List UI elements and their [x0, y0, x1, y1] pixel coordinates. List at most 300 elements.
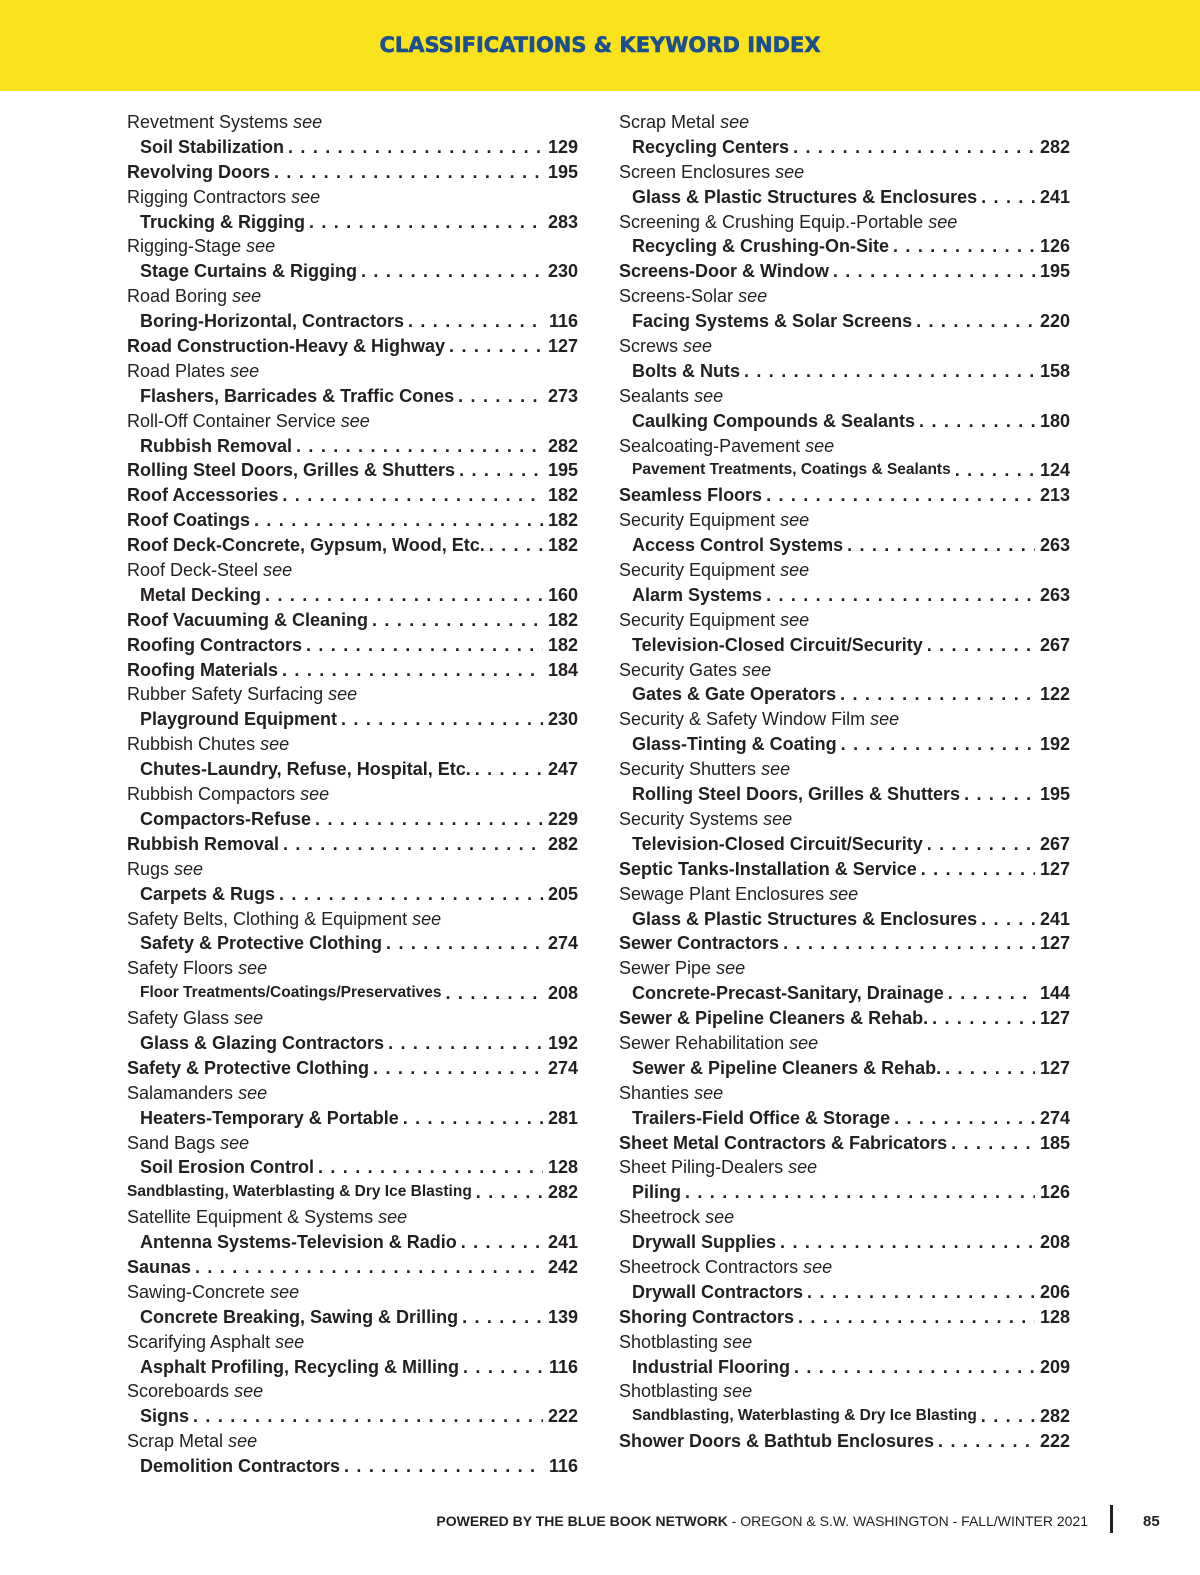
index-cross-reference [619, 757, 1070, 782]
dot-leader [894, 1106, 1035, 1131]
index-entry [127, 633, 578, 658]
see-label: see [300, 784, 330, 805]
index-term: Sawing-Concrete [127, 1281, 266, 1302]
index-heading: Seamless Floors [619, 485, 763, 506]
page-reference: 263 [1039, 584, 1070, 605]
index-entry [127, 1454, 578, 1479]
see-label: see [761, 759, 791, 780]
index-entry [127, 309, 578, 334]
index-heading: Septic Tanks-Installation & Service [619, 858, 917, 879]
index-term: Sand Bags [127, 1132, 216, 1153]
dot-leader [449, 334, 543, 359]
index-entry [127, 458, 578, 483]
page-reference: 185 [1039, 1132, 1070, 1153]
page-reference: 282 [1039, 1406, 1070, 1427]
index-heading: Drywall Supplies [632, 1232, 777, 1253]
page-reference: 182 [547, 510, 578, 531]
index-cross-reference [127, 284, 578, 309]
page-reference: 128 [547, 1157, 578, 1178]
dot-leader [916, 309, 1035, 334]
index-heading: Heaters-Temporary & Portable [140, 1107, 399, 1128]
see-label: see [234, 1381, 264, 1402]
dot-leader [840, 682, 1035, 707]
index-entry [127, 434, 578, 459]
index-heading: Soil Erosion Control [140, 1157, 314, 1178]
page-reference: 273 [547, 385, 578, 406]
see-label: see [928, 211, 958, 232]
page-reference: 195 [1039, 784, 1070, 805]
page-reference: 230 [547, 709, 578, 730]
dot-leader [388, 1031, 543, 1056]
index-entry [127, 583, 578, 608]
index-entry [127, 832, 578, 857]
index-heading: Safety & Protective Clothing [127, 1057, 370, 1078]
index-heading: Antenna Systems-Television & Radio [140, 1232, 457, 1253]
index-heading: Boring-Horizontal, Contractors [140, 311, 404, 332]
footer-edition: - OREGON & S.W. WASHINGTON - FALL/WINTER 2021 [727, 1513, 1088, 1529]
page-reference: 206 [1039, 1281, 1070, 1302]
index-entry [619, 1131, 1070, 1156]
index-heading: Sewer & Pipeline Cleaners & Rehab. [632, 1057, 942, 1078]
index-cross-reference [619, 1155, 1070, 1180]
index-cross-reference [619, 882, 1070, 907]
dot-leader [927, 633, 1035, 658]
page-reference: 274 [1039, 1107, 1070, 1128]
see-label: see [723, 1381, 753, 1402]
dot-leader [461, 1230, 543, 1255]
index-entry [127, 1404, 578, 1429]
index-heading: Pavement Treatments, Coatings & Sealants [632, 461, 951, 479]
dot-leader [981, 907, 1035, 932]
dot-leader [282, 658, 543, 683]
index-term: Rigging Contractors [127, 186, 287, 207]
index-entry [127, 658, 578, 683]
footer-publisher: POWERED BY THE BLUE BOOK NETWORK [436, 1513, 728, 1529]
index-cross-reference [619, 658, 1070, 683]
see-label: see [780, 510, 810, 531]
page-reference: 247 [547, 759, 578, 780]
see-label: see [293, 112, 323, 132]
index-entry [127, 882, 578, 907]
index-heading: Chutes-Laundry, Refuse, Hospital, Etc. [140, 759, 471, 780]
see-label: see [694, 1082, 724, 1103]
see-label: see [705, 1207, 735, 1228]
index-term: Safety Glass [127, 1008, 230, 1029]
page-reference: 229 [547, 808, 578, 829]
index-heading: Saunas [127, 1256, 192, 1277]
index-cross-reference [127, 782, 578, 807]
index-heading: Sheet Metal Contractors & Fabricators [619, 1132, 948, 1153]
see-label: see [742, 659, 772, 680]
dot-leader [955, 458, 1035, 483]
index-term: Sewage Plant Enclosures [619, 883, 825, 904]
dot-leader [489, 533, 543, 558]
index-entry [127, 533, 578, 558]
dot-leader [372, 608, 543, 633]
index-term: Shotblasting [619, 1331, 719, 1352]
index-cross-reference [619, 707, 1070, 732]
index-cross-reference [127, 956, 578, 981]
see-label: see [246, 236, 276, 257]
index-cross-reference [619, 160, 1070, 185]
index-cross-reference [619, 284, 1070, 309]
index-entry [127, 608, 578, 633]
index-heading: Rubbish Removal [127, 833, 280, 854]
index-entry [127, 1230, 578, 1255]
index-heading: Sewer Contractors [619, 933, 780, 954]
index-cross-reference [127, 907, 578, 932]
page-reference: 208 [1039, 1232, 1070, 1253]
dot-leader [766, 483, 1035, 508]
index-heading: Concrete Breaking, Sawing & Drilling [140, 1306, 459, 1327]
dot-leader [306, 633, 543, 658]
index-heading: Rolling Steel Doors, Grilles & Shutters [632, 784, 961, 805]
page-reference: 116 [548, 311, 578, 332]
dot-leader [798, 1305, 1035, 1330]
index-heading: Screens-Door & Window [619, 261, 829, 282]
index-term: Rubbish Compactors [127, 784, 296, 805]
index-term: Road Plates [127, 360, 226, 381]
dot-leader [475, 757, 543, 782]
dot-leader [386, 931, 543, 956]
page-reference: 274 [547, 1057, 578, 1078]
index-heading: Road Construction-Heavy & Highway [127, 336, 446, 357]
page-reference: 116 [548, 1456, 578, 1477]
dot-leader [309, 210, 543, 235]
index-heading: Playground Equipment [140, 709, 338, 730]
index-heading: Glass & Plastic Structures & Enclosures [632, 186, 978, 207]
index-term: Screws [619, 336, 679, 357]
index-entry [619, 1404, 1070, 1429]
page-reference: 282 [1039, 136, 1070, 157]
see-label: see [775, 161, 805, 182]
index-term: Sealcoating-Pavement [619, 435, 801, 456]
dot-leader [793, 135, 1035, 160]
index-cross-reference [127, 732, 578, 757]
index-cross-reference [127, 234, 578, 259]
index-cross-reference [127, 682, 578, 707]
index-cross-reference [619, 384, 1070, 409]
index-cross-reference [619, 210, 1070, 235]
page-reference: 128 [1039, 1306, 1070, 1327]
index-heading: Sandblasting, Waterblasting & Dry Ice Blasting [632, 1407, 977, 1425]
index-cross-reference [619, 1081, 1070, 1106]
see-label: see [291, 186, 321, 207]
index-cross-reference [127, 558, 578, 583]
index-entry [619, 234, 1070, 259]
page-reference: 208 [547, 983, 578, 1004]
dot-leader [373, 1056, 543, 1081]
see-label: see [788, 1157, 818, 1178]
index-term: Safety Belts, Clothing & Equipment [127, 908, 408, 929]
index-heading: Soil Stabilization [140, 136, 285, 157]
dot-leader [893, 234, 1035, 259]
index-term: Security Equipment [619, 510, 776, 531]
index-cross-reference [619, 434, 1070, 459]
index-entry [619, 1355, 1070, 1380]
index-entry [619, 135, 1070, 160]
dot-leader [948, 981, 1035, 1006]
page-reference: 126 [1039, 1182, 1070, 1203]
index-term: Scoreboards [127, 1381, 230, 1402]
index-entry [619, 1230, 1070, 1255]
see-label: see [260, 734, 290, 755]
dot-leader [951, 1131, 1035, 1156]
dot-leader [459, 458, 543, 483]
dot-leader [408, 309, 543, 334]
index-term: Road Boring [127, 286, 228, 307]
page-reference: 127 [1039, 1057, 1070, 1078]
index-cross-reference [619, 1379, 1070, 1404]
index-heading: Trailers-Field Office & Storage [632, 1107, 891, 1128]
index-term: Security Equipment [619, 560, 776, 581]
page-reference: 182 [547, 485, 578, 506]
dot-leader [315, 807, 543, 832]
index-term: Security & Safety Window Film [619, 709, 866, 730]
see-label: see [263, 560, 293, 581]
dot-leader [794, 1355, 1035, 1380]
index-cross-reference [619, 608, 1070, 633]
index-entry [127, 1180, 578, 1205]
page-reference: 182 [547, 634, 578, 655]
index-entry [127, 1155, 578, 1180]
index-heading: Glass-Tinting & Coating [632, 734, 837, 755]
see-label: see [789, 1032, 819, 1053]
index-column-right [619, 110, 1070, 1454]
index-term: Screens-Solar [619, 286, 734, 307]
dot-leader [919, 409, 1035, 434]
page-reference: 192 [1039, 734, 1070, 755]
index-entry [619, 907, 1070, 932]
index-entry [619, 857, 1070, 882]
dot-leader [981, 1404, 1035, 1429]
page-reference: 126 [1039, 236, 1070, 257]
index-heading: Roofing Contractors [127, 634, 302, 655]
page-reference: 205 [547, 883, 578, 904]
page-reference: 180 [1039, 410, 1070, 431]
index-heading: Metal Decking [140, 584, 262, 605]
index-term: Security Gates [619, 659, 738, 680]
index-entry [127, 334, 578, 359]
dot-leader [932, 1006, 1035, 1031]
index-heading: Compactors-Refuse [140, 808, 312, 829]
index-cross-reference [127, 1379, 578, 1404]
footer-divider [1110, 1505, 1113, 1533]
page-reference: 195 [547, 460, 578, 481]
index-heading: Roofing Materials [127, 659, 279, 680]
page-reference: 241 [1039, 186, 1070, 207]
page-reference: 282 [547, 833, 578, 854]
index-heading: Shower Doors & Bathtub Enclosures [619, 1431, 935, 1452]
page-reference: 195 [547, 161, 578, 182]
index-heading: Bolts & Nuts [632, 360, 740, 381]
see-label: see [238, 958, 268, 979]
see-label: see [683, 336, 713, 357]
index-term: Sewer Rehabilitation [619, 1032, 785, 1053]
page-reference: 281 [547, 1107, 578, 1128]
index-term: Sheetrock [619, 1207, 701, 1228]
index-term: Roll-Off Container Service [127, 410, 336, 431]
index-heading: Shoring Contractors [619, 1306, 795, 1327]
dot-leader [476, 1180, 543, 1205]
index-entry [619, 1006, 1070, 1031]
index-entry [127, 160, 578, 185]
dot-leader [981, 185, 1035, 210]
dot-leader [288, 135, 543, 160]
dot-leader [945, 1056, 1035, 1081]
index-term: Rubber Safety Surfacing [127, 684, 324, 705]
index-term: Rubbish Chutes [127, 734, 256, 755]
footer-text [436, 1513, 1088, 1529]
index-heading: Rubbish Removal [140, 435, 293, 456]
index-heading: Safety & Protective Clothing [140, 933, 383, 954]
see-label: see [763, 808, 793, 829]
index-entry [619, 931, 1070, 956]
index-heading: Alarm Systems [632, 584, 763, 605]
see-label: see [738, 286, 768, 307]
index-entry [127, 259, 578, 284]
index-term: Rigging-Stage [127, 236, 242, 257]
page-reference: 283 [547, 211, 578, 232]
see-label: see [275, 1331, 305, 1352]
see-label: see [232, 286, 262, 307]
index-cross-reference [127, 857, 578, 882]
see-label: see [228, 1431, 258, 1452]
dot-leader [807, 1280, 1035, 1305]
page-number: 85 [1143, 1513, 1160, 1530]
index-heading: Television-Closed Circuit/Security [632, 833, 923, 854]
index-heading: Facing Systems & Solar Screens [632, 311, 913, 332]
dot-leader [744, 359, 1035, 384]
index-heading: Demolition Contractors [140, 1456, 341, 1477]
dot-leader [463, 1355, 543, 1380]
index-cross-reference [127, 110, 578, 135]
see-label: see [340, 410, 370, 431]
index-term: Sewer Pipe [619, 958, 712, 979]
page-reference: 282 [547, 1182, 578, 1203]
see-label: see [234, 1008, 264, 1029]
index-entry [619, 1106, 1070, 1131]
index-entry [127, 1056, 578, 1081]
index-heading: Recycling Centers [632, 136, 790, 157]
page-reference: 182 [547, 535, 578, 556]
dot-leader [296, 434, 543, 459]
page-reference: 267 [1039, 634, 1070, 655]
dot-leader [833, 259, 1035, 284]
dot-leader [282, 483, 543, 508]
index-cross-reference [619, 334, 1070, 359]
dot-leader [783, 931, 1035, 956]
dot-leader [964, 782, 1035, 807]
index-term: Roof Deck-Steel [127, 560, 259, 581]
index-term: Satellite Equipment & Systems [127, 1207, 374, 1228]
dot-leader [279, 882, 543, 907]
index-cross-reference [127, 1205, 578, 1230]
page-reference: 274 [547, 933, 578, 954]
index-heading: Signs [140, 1406, 190, 1427]
index-entry [127, 1255, 578, 1280]
index-term: Screen Enclosures [619, 161, 771, 182]
index-term: Security Shutters [619, 759, 757, 780]
page-reference: 222 [1039, 1431, 1070, 1452]
see-label: see [870, 709, 900, 730]
page-reference: 127 [1039, 858, 1070, 879]
index-term: Rugs [127, 858, 170, 879]
index-entry [619, 1056, 1070, 1081]
index-entry [619, 1180, 1070, 1205]
index-heading: Recycling & Crushing-On-Site [632, 236, 890, 257]
index-entry [619, 1280, 1070, 1305]
index-cross-reference [619, 558, 1070, 583]
dot-leader [938, 1429, 1035, 1454]
see-label: see [780, 609, 810, 630]
index-cross-reference [619, 1330, 1070, 1355]
index-entry [127, 931, 578, 956]
index-cross-reference [127, 1006, 578, 1031]
dot-leader [841, 732, 1035, 757]
dot-leader [403, 1106, 543, 1131]
dot-leader [458, 384, 543, 409]
index-entry [127, 508, 578, 533]
index-entry [127, 135, 578, 160]
see-label: see [378, 1207, 408, 1228]
index-entry [127, 981, 578, 1006]
index-heading: Trucking & Rigging [140, 211, 305, 232]
see-label: see [720, 112, 750, 132]
see-label: see [238, 1082, 268, 1103]
index-cross-reference [619, 807, 1070, 832]
page-reference: 192 [547, 1032, 578, 1053]
index-entry [619, 682, 1070, 707]
index-heading: Sandblasting, Waterblasting & Dry Ice Blasting [127, 1183, 472, 1201]
index-cross-reference [127, 1429, 578, 1454]
dot-leader [341, 707, 543, 732]
index-entry [619, 458, 1070, 483]
index-cross-reference [619, 1031, 1070, 1056]
see-label: see [174, 858, 204, 879]
dot-leader [265, 583, 543, 608]
index-term: Sheetrock Contractors [619, 1256, 799, 1277]
page-reference: 282 [547, 435, 578, 456]
page-reference: 230 [547, 261, 578, 282]
index-entry [619, 185, 1070, 210]
index-cross-reference [127, 185, 578, 210]
index-cross-reference [619, 1255, 1070, 1280]
page-reference: 263 [1039, 535, 1070, 556]
index-term: Sheet Piling-Dealers [619, 1157, 784, 1178]
page-reference: 116 [548, 1356, 578, 1377]
dot-leader [921, 857, 1035, 882]
page-reference: 139 [547, 1306, 578, 1327]
see-label: see [230, 360, 260, 381]
index-heading: Roof Coatings [127, 510, 250, 531]
page-reference: 220 [1039, 311, 1070, 332]
index-entry [127, 807, 578, 832]
index-term: Security Systems [619, 808, 759, 829]
index-term: Scrap Metal [127, 1431, 224, 1452]
index-cross-reference [619, 508, 1070, 533]
index-entry [619, 259, 1070, 284]
index-heading: Roof Vacuuming & Cleaning [127, 609, 369, 630]
see-label: see [270, 1281, 300, 1302]
page-title: CLASSIFICATIONS & KEYWORD INDEX [379, 33, 821, 57]
index-entry [619, 533, 1070, 558]
page-reference: 267 [1039, 833, 1070, 854]
index-cross-reference [619, 956, 1070, 981]
index-heading: Piling [632, 1182, 681, 1203]
see-label: see [805, 435, 835, 456]
page-reference: 182 [547, 609, 578, 630]
